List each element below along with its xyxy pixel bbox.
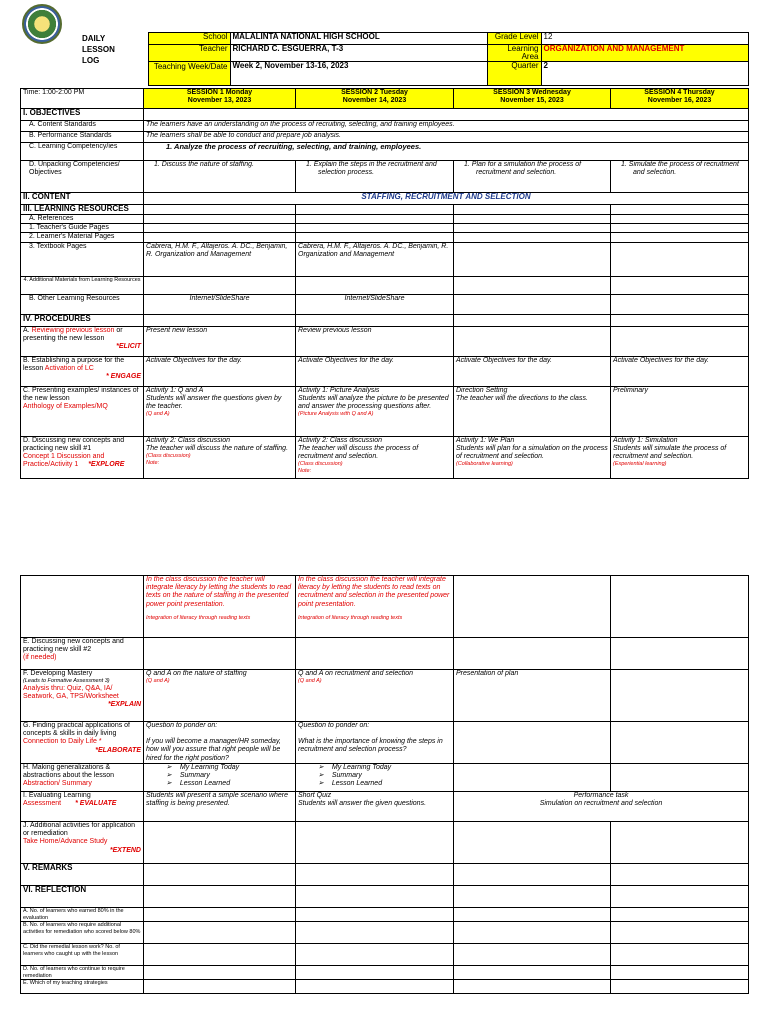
proc-d-s3: Activity 1: We Plan Students will plan for a simulation on the process of recruitment and selection. (Collaborative learning) bbox=[454, 436, 611, 478]
teacher-value: RICHARD C. ESGUERRA, T-3 bbox=[230, 45, 487, 62]
proc-i-s2: Short Quiz Students will answer the given questions. bbox=[296, 792, 454, 822]
unpack-4: 1. Simulate the process of recruitment and selection. bbox=[611, 161, 749, 193]
proc-i-label: I. Evaluating Learning Assessment * EVALUATE bbox=[21, 792, 144, 822]
proc-b-s4: Activate Objectives for the day. bbox=[611, 356, 749, 386]
reflection-e: E. Which of my teaching strategies bbox=[21, 980, 144, 994]
teacher-label: Teacher bbox=[148, 45, 230, 62]
log-title-3: LOG bbox=[82, 55, 100, 65]
log-title-2: LESSON bbox=[82, 44, 115, 54]
proc-h-label: H. Making generalizations & abstractions about the lesson Abstraction/ Summary bbox=[21, 764, 144, 792]
proc-b-s2: Activate Objectives for the day. bbox=[296, 356, 454, 386]
content-heading: II. CONTENT bbox=[21, 193, 144, 205]
proc-f-s1: Q and A on the nature of staffing (Q and A) bbox=[144, 670, 296, 722]
proc-f-label: F. Developing Mastery (Leads to Formative Assessment 3) Analysis thru: Quiz, Q&A, IA/ Seatwork, GA, TPS/Worksheet *EXPLAIN bbox=[21, 670, 144, 722]
proc-i-s34: Performance task Simulation on recruitment and selection bbox=[454, 792, 749, 822]
procedures-heading: IV. PROCEDURES bbox=[21, 314, 144, 326]
content-standards-label: A. Content Standards bbox=[21, 121, 144, 132]
proc-f-s2: Q and A on recruitment and selection (Q and A) bbox=[296, 670, 454, 722]
content-standards: The learners have an understanding on the process of recruiting, selecting, and training employees. bbox=[144, 121, 749, 132]
remarks-heading: V. REMARKS bbox=[21, 864, 144, 886]
textbook-s2: Cabrera, H.M. F., Altajeros. A. DC., Benjamin, R. Organization and Management bbox=[296, 242, 454, 276]
quarter-label: Quarter bbox=[487, 62, 541, 86]
proc-g-label: G. Finding practical applications of concepts & skills in daily living Connection to Daily Life * *ELABORATE bbox=[21, 722, 144, 764]
proc-e-label: E. Discussing new concepts and practicing new skill #2 (if needed) bbox=[21, 638, 144, 670]
reflection-heading: VI. REFLECTION bbox=[21, 886, 144, 908]
proc-c-s4: Preliminary bbox=[611, 386, 749, 436]
proc-i-s1: Students will present a simple scenario where staffing is being presented. bbox=[144, 792, 296, 822]
other-s2: Internet/SlideShare bbox=[296, 294, 454, 314]
proc-b-s1: Activate Objectives for the day. bbox=[144, 356, 296, 386]
objectives-heading: I. OBJECTIVES bbox=[21, 109, 144, 121]
school-value: MALALINTA NATIONAL HIGH SCHOOL bbox=[230, 33, 487, 45]
session-1-header: SESSION 1 Monday November 13, 2023 bbox=[144, 89, 296, 109]
other-s1: Internet/SlideShare bbox=[144, 294, 296, 314]
proc-j-label: J. Additional activities for application or remediation Take Home/Advance Study *EXTEND bbox=[21, 822, 144, 864]
resources-heading: III. LEARNING RESOURCES bbox=[21, 205, 144, 215]
proc-d-s1: Activity 2: Class discussion The teacher will discuss the nature of staffing. (Class discussion) Note: bbox=[144, 436, 296, 478]
competency: 1. Analyze the process of recruiting, selecting, and training, employees. bbox=[144, 143, 749, 161]
grade-label: Grade Level bbox=[487, 33, 541, 45]
lm-label: 2. Learner's Material Pages bbox=[21, 233, 144, 242]
literacy-note-s1: In the class discussion the teacher will integrate literacy by letting the students to read texts on the nature of staffing in the presented power point presentation. Integration of literacy through reading texts bbox=[144, 576, 296, 638]
proc-h-s1: ➢ My Learning Today ➢ Summary ➢ Lesson Learned bbox=[144, 764, 296, 792]
grade-value: 12 bbox=[541, 33, 748, 45]
performance-standards: The learners shall be able to conduct and prepare job analysis. bbox=[144, 132, 749, 143]
unpacking-label: D. Unpacking Competencies/ Objectives bbox=[21, 161, 144, 193]
lesson-table-page1 bbox=[20, 88, 749, 479]
tg-label: 1. Teacher's Guide Pages bbox=[21, 224, 144, 233]
proc-g-s1: Question to ponder on: If you will become a manager/HR someday, how will you assure that right people will be hired for the right position? bbox=[144, 722, 296, 764]
session-2-header: SESSION 2 Tuesday November 14, 2023 bbox=[296, 89, 454, 109]
proc-h-s2: ➢ My Learning Today ➢ Summary ➢ Lesson Learned bbox=[296, 764, 454, 792]
reflection-d: D. No. of learners who continue to require remediation bbox=[21, 966, 144, 980]
reflection-b: B. No. of learners who require additional activities for remediation who scored below 80% bbox=[21, 922, 144, 944]
competency-label: C. Learning Competency/ies bbox=[21, 143, 144, 161]
proc-d-label: D. Discussing new concepts and practicing new skill #1 Concept 1 Discussion and Practice/Activity 1 *EXPLORE bbox=[21, 436, 144, 478]
week-value: Week 2, November 13-16, 2023 bbox=[230, 62, 487, 86]
reflection-a: A. No. of learners who earned 80% in the evaluation bbox=[21, 908, 144, 922]
proc-c-s1: Activity 1: Q and A Students will answer the questions given by the teacher. (Q and A) bbox=[144, 386, 296, 436]
literacy-note-s2: In the class discussion the teacher will integrate literacy by letting the students to read texts on recruitment and selection in the presented power point presentation. Integration of literacy through reading texts bbox=[296, 576, 454, 638]
area-value: ORGANIZATION AND MANAGEMENT bbox=[541, 45, 748, 62]
log-title-1: DAILY bbox=[82, 33, 106, 43]
proc-d-s4: Activity 1: Simulation Students will simulate the process of recruitment and selection. (Experiential learning) bbox=[611, 436, 749, 478]
school-label: School bbox=[148, 33, 230, 45]
proc-c-s3: Direction Setting The teacher will the directions to the class. bbox=[454, 386, 611, 436]
proc-a-s2: Review previous lesson bbox=[296, 326, 454, 356]
unpack-2: 1. Explain the steps in the recruitment and selection process. bbox=[296, 161, 454, 193]
proc-c-label: C. Presenting examples/ instances of the new lesson Anthology of Examples/MQ bbox=[21, 386, 144, 436]
unpack-3: 1. Plan for a simulation the process of recruitment and selection. bbox=[454, 161, 611, 193]
proc-f-s3: Presentation of plan bbox=[454, 670, 611, 722]
textbook-s1: Cabrera, H.M. F., Altajeros. A. DC., Benjamin, R. Organization and Management bbox=[144, 242, 296, 276]
lesson-table-page2 bbox=[20, 575, 749, 994]
textbook-label: 3. Textbook Pages bbox=[21, 242, 144, 276]
performance-standards-label: B. Performance Standards bbox=[21, 132, 144, 143]
proc-g-s2: Question to ponder on: What is the importance of knowing the steps in recruitment and selection process? bbox=[296, 722, 454, 764]
header-table bbox=[20, 32, 749, 86]
session-3-header: SESSION 3 Wednesday November 15, 2023 bbox=[454, 89, 611, 109]
proc-d-s2: Activity 2: Class discussion The teacher will discuss the process of recruitment and selection. (Class discussion) Note: bbox=[296, 436, 454, 478]
proc-b-label: B. Establishing a purpose for the lesson Activation of LC * ENGAGE bbox=[21, 356, 144, 386]
content-value: STAFFING, RECRUITMENT AND SELECTION bbox=[144, 193, 749, 205]
teaching-label: Teaching Week/Date bbox=[148, 62, 230, 86]
quarter-value: 2 bbox=[541, 62, 748, 86]
session-4-header: SESSION 4 Thursday November 16, 2023 bbox=[611, 89, 749, 109]
proc-c-s2: Activity 1: Picture Analysis Students will analyze the picture to be presented and answer the processing questions after. (Picture Analysis with Q and A) bbox=[296, 386, 454, 436]
additional-label: 4. Additional Materials from Learning Resources bbox=[21, 276, 144, 294]
references-label: A. References bbox=[21, 215, 144, 224]
reflection-c: C. Did the remedial lesson work? No. of learners who caught up with the lesson bbox=[21, 944, 144, 966]
unpack-1: 1. Discuss the nature of staffing. bbox=[144, 161, 296, 193]
other-resources-label: B. Other Learning Resources bbox=[21, 294, 144, 314]
time-cell: Time: 1:00-2:00 PM bbox=[21, 89, 144, 109]
area-label: Learning Area bbox=[487, 45, 541, 62]
proc-a-label: A. Reviewing previous lesson or presenting the new lesson *ELICIT bbox=[21, 326, 144, 356]
proc-b-s3: Activate Objectives for the day. bbox=[454, 356, 611, 386]
proc-a-s1: Present new lesson bbox=[144, 326, 296, 356]
